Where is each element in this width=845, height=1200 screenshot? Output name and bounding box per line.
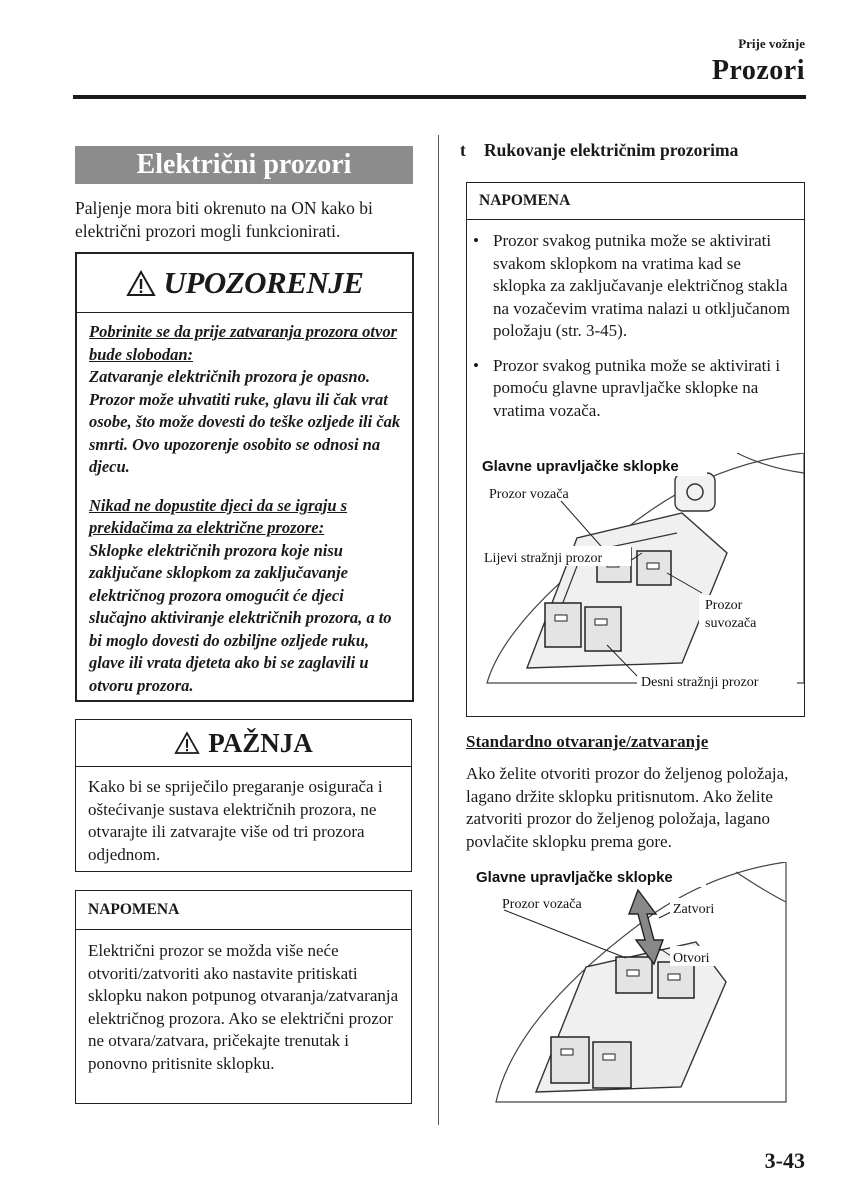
fig1-label-passenger-1: Prozor: [705, 598, 743, 613]
warning-body: [77, 313, 412, 697]
note-bullet-list: [467, 220, 804, 422]
figure-master-switches: [467, 453, 804, 713]
subsection-heading: [460, 140, 738, 161]
fig1-label-left-rear: Lijevi stražnji prozor: [484, 551, 603, 566]
note-header-right: NAPOMENA: [467, 183, 804, 220]
page-number: 3-43: [764, 1148, 805, 1173]
fig2-label-driver: Prozor vozača: [502, 897, 582, 912]
caution-body: Kako bi se spriječilo pregaranje osigurača i oštećivanje sustava električnih prozora, ne otvarajte ili zatvarajte više od tri prozora odjednom.: [88, 777, 383, 864]
note-bullet-2: • Prozor svakog putnika može se aktivirati i pomoću glavne upravljačke sklopke na vratima vozača.: [493, 355, 796, 423]
caution-header: [76, 720, 411, 767]
caution-box: [75, 719, 412, 872]
note-box-right: [466, 182, 805, 717]
fig1-title: Glavne upravljačke sklopke: [482, 458, 679, 475]
note-header-left: NAPOMENA: [76, 891, 411, 930]
column-divider: [438, 135, 439, 1125]
switch-left-rear-2: [551, 1037, 589, 1083]
switch-right-rear-2: [593, 1042, 631, 1088]
warning-p2-text: Sklopke električnih prozora koje nisu zaključane sklopkom za zaključavanje električnog prozora omogućit će djeci slučajno aktiviranje električnih prozora, a to bi moglo dovesti do ozbiljne ozljede ruku, glave ili vrata djeteta ako bi se zaglavili u otvoru prozora.: [89, 540, 392, 695]
warning-title: UPOZORENJE: [163, 265, 364, 300]
switch-right-rear: [585, 607, 621, 651]
fig2-label-open: Otvori: [673, 951, 710, 966]
note-bullet-1: • Prozor svakog putnika može se aktivirati svakom sklopkom na vratima kad se sklopka za zaključavanje električnog stakla na vozačevim vratima nalazi u otključanom položaju (str. 3-45).: [493, 230, 796, 343]
fig2-title: Glavne upravljačke sklopke: [476, 869, 673, 886]
note-body-left: Električni prozor se možda više neće otvoriti/zatvoriti ako nastavite pritiskati sklopku nakon potpunog otvaranja/zatvaranja električnog prozora. Ako se električni prozor ne otvara/zatvara, pričekajte trenutak i ponovno pritisnite sklopku.: [88, 941, 399, 1073]
lock-switch: [675, 473, 715, 511]
warning-box: [75, 252, 414, 702]
note-box-left: [75, 890, 412, 1104]
warning-triangle-icon: [126, 270, 156, 297]
intro-paragraph: Paljenje mora biti okrenuto na ON kako bi električni prozori mogli funkcionirati.: [75, 198, 373, 241]
subsection-title: Standardno otvaranje/zatvaranje: [466, 732, 709, 751]
heading-marker: t: [460, 140, 466, 160]
warning-header: [77, 254, 412, 313]
warning-p1-heading: Pobrinite se da prije zatvaranja prozora otvor bude slobodan:: [89, 322, 398, 364]
header-rule: [73, 95, 806, 99]
figure-open-close: [466, 862, 806, 1122]
header-section-title: Prozori: [711, 55, 805, 86]
warning-p1-text: Zatvaranje električnih prozora je opasno. Prozor može uhvatiti ruke, glavu ili čak vrat osobe, što može dovesti do teške ozljede ili čak smrti. Ovo upozorenje osobito se odnosi na djecu.: [89, 367, 401, 476]
caution-title: PAŽNJA: [208, 727, 313, 758]
heading-text: Rukovanje električnim prozorima: [484, 140, 739, 160]
fig2-label-close: Zatvori: [673, 902, 715, 917]
section-title: Električni prozori: [75, 146, 413, 184]
standard-operation-paragraph: Ako želite otvoriti prozor do željenog položaja, lagano držite sklopku pritisnutom. Ako želite zatvoriti prozor do željenog položaja, lagano povlačite sklopku prema gore.: [466, 764, 789, 851]
fig1-label-passenger-2: suvozača: [705, 616, 757, 631]
fig1-label-right-rear: Desni stražnji prozor: [641, 675, 759, 690]
switch-left-rear: [545, 603, 581, 647]
warning-p2-heading: Nikad ne dopustite djeci da se igraju s prekidačima za električne prozore:: [89, 495, 348, 537]
fig1-label-driver: Prozor vozača: [489, 487, 569, 502]
caution-triangle-icon: [174, 731, 200, 755]
header-section-small: Prije vožnje: [738, 36, 805, 51]
